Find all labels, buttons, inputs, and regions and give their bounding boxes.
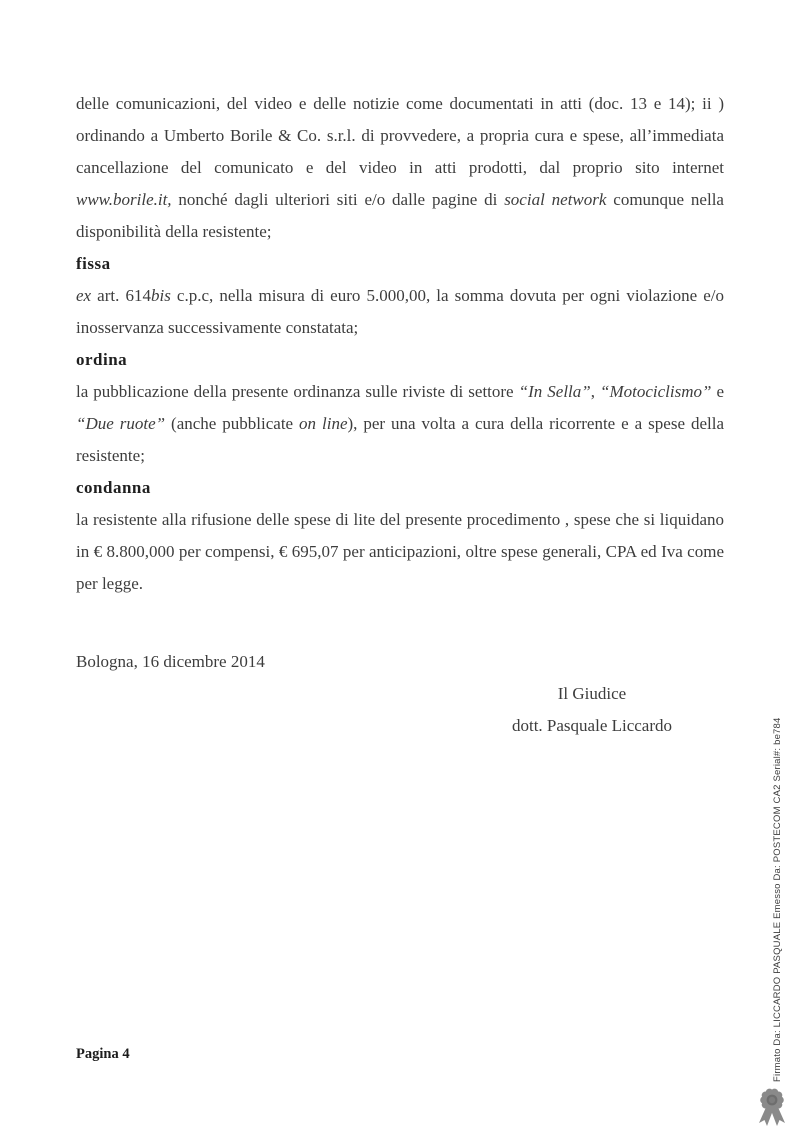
page-number-footer: Pagina 4 — [76, 1046, 130, 1062]
date-place-line: Bologna, 16 dicembre 2014 — [76, 652, 265, 671]
certification-seal-icon — [750, 1086, 794, 1128]
signature-name-line: dott. Pasquale Liccardo — [511, 716, 673, 735]
section-heading-fissa: fissa — [76, 254, 111, 273]
body-paragraph-condanna: la resistente alla rifusione delle spese di lite del presente procedimento , spese che si liquidano in € 8.800,000 per compensi, € 695,07 per anticipazioni, oltre spese generali, CPA ed Iva come per legge. — [76, 510, 724, 593]
signature-block — [472, 678, 712, 742]
award-rosette-icon — [750, 1086, 794, 1128]
body-paragraph-continuation: delle comunicazioni, del video e delle notizie come documentati in atti (doc. 13 e 14); ii ) ordinando a Umberto Borile & Co. s.r.l. di provvedere, a propria cura e spese, all’immediata cancellazione del comunicato e del video in atti prodotti, dal proprio sito internet www.borile.it, nonché dagli ulteriori siti e/o dalle pagine di social network comunque nella disponibilità della resistente; — [76, 94, 724, 241]
vertical-spacer — [76, 600, 724, 646]
digital-signature-sidebar-text: Firmato Da: LICCARDO PASQUALE Emesso Da: POSTECOM CA2 Serial#: be784 — [772, 717, 783, 1082]
body-paragraph-ordina: la pubblicazione della presente ordinanza sulle riviste di settore “In Sella”, “Motociclismo” e “Due ruote” (anche pubblicate on line), per una volta a cura della ricorrente e a spese della resistente; — [76, 382, 725, 465]
signature-role-line: Il Giudice — [557, 684, 627, 703]
section-heading-ordina: ordina — [76, 350, 128, 369]
main-text-column — [76, 88, 724, 742]
section-heading-condanna: condanna — [76, 478, 151, 497]
body-paragraph-fissa: ex art. 614bis c.p.c, nella misura di euro 5.000,00, la somma dovuta per ogni violazione e/o inosservanza successivamente constatata; — [76, 286, 724, 337]
